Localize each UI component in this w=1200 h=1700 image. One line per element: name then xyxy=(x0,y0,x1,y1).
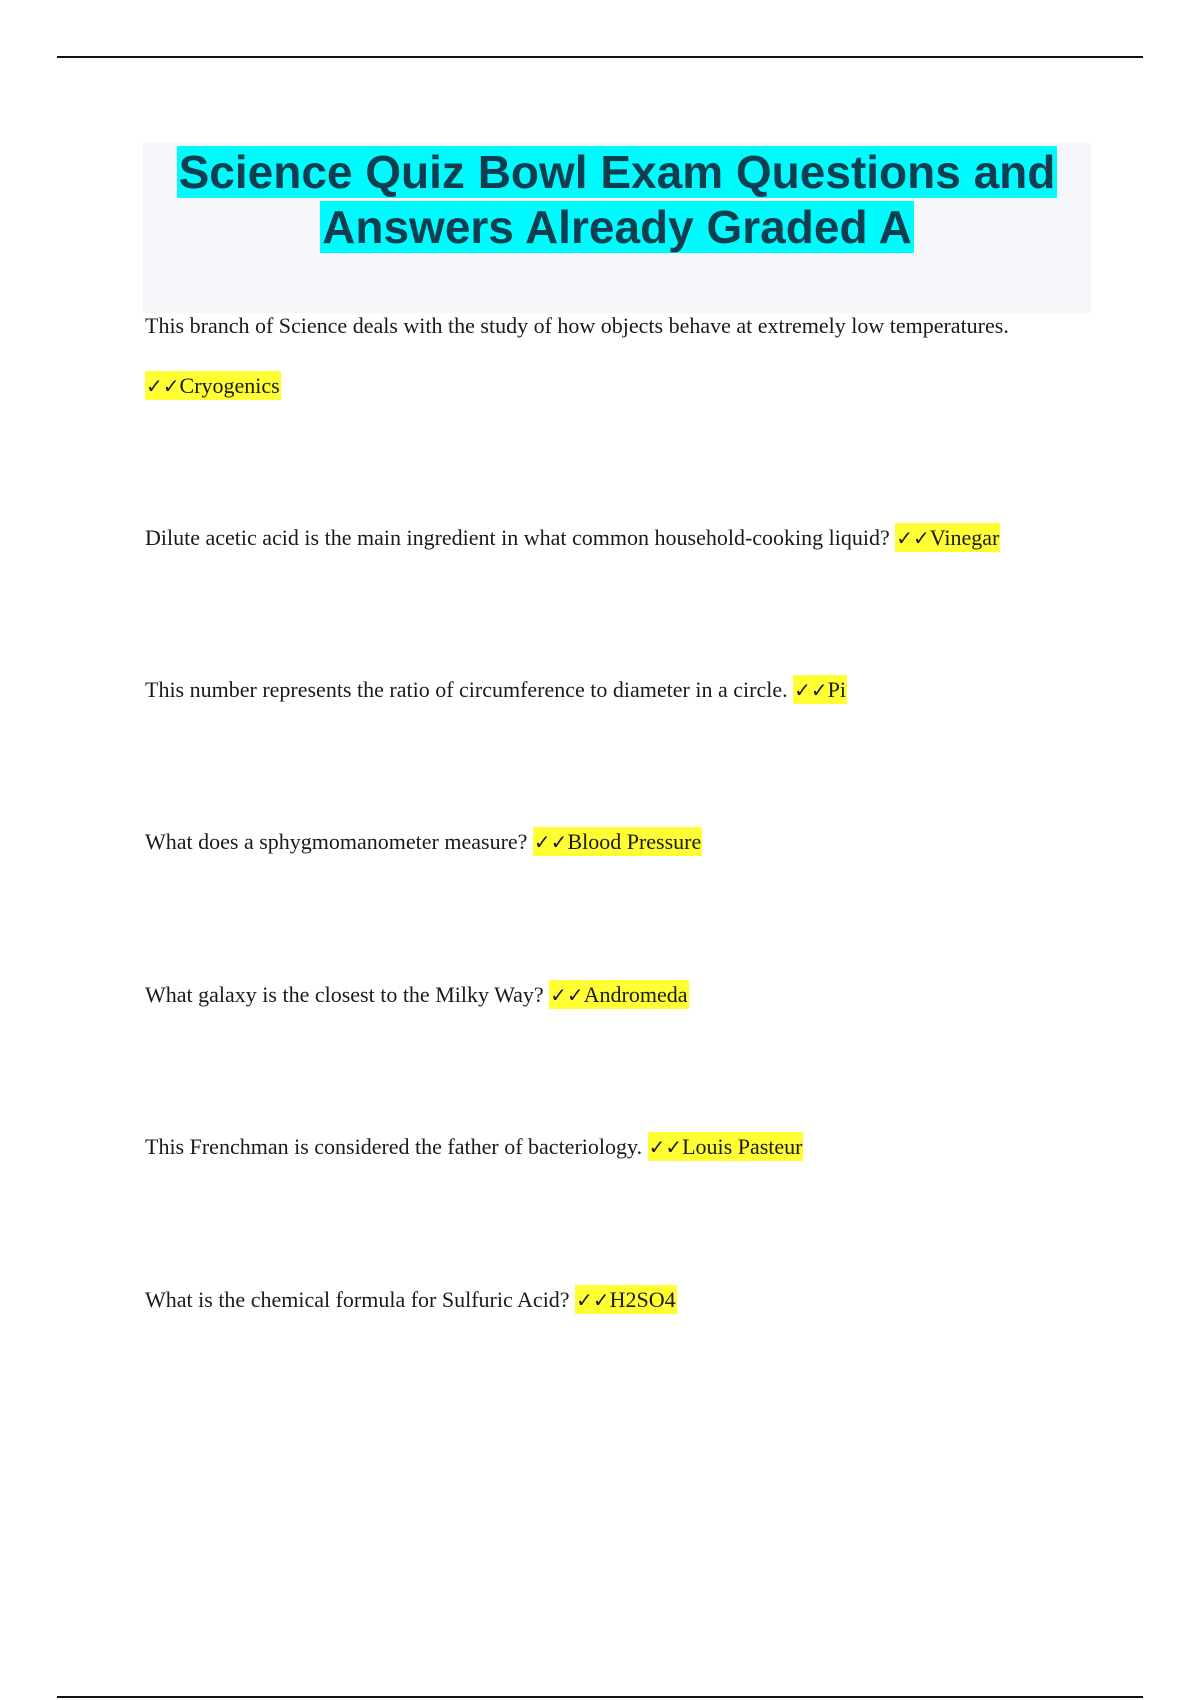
double-check-icon: ✓✓ xyxy=(896,526,930,550)
double-check-icon: ✓✓ xyxy=(576,1288,610,1312)
question-text: What is the chemical formula for Sulfuric Acid? xyxy=(145,1287,570,1312)
qa-item-5 xyxy=(145,965,1105,1025)
bottom-rule xyxy=(57,1696,1143,1698)
qa-item-3 xyxy=(145,660,1105,720)
answer-text: Blood Pressure xyxy=(567,829,702,854)
qa-item-7 xyxy=(145,1270,1105,1330)
answer-highlight xyxy=(648,1132,804,1161)
answer-text: H2SO4 xyxy=(609,1287,676,1312)
answer-text: Andromeda xyxy=(583,982,688,1007)
qa-item-6 xyxy=(145,1117,1105,1177)
qa-item-1 xyxy=(145,296,1105,416)
double-check-icon: ✓✓ xyxy=(648,1135,683,1159)
document-title xyxy=(143,143,1091,255)
qa-item-2 xyxy=(145,508,1105,568)
question-text: What galaxy is the closest to the Milky Way? xyxy=(145,982,544,1007)
qa-item-4 xyxy=(145,812,1105,872)
answer-text: Cryogenics xyxy=(179,373,280,398)
double-check-icon: ✓✓ xyxy=(146,374,180,398)
top-rule xyxy=(57,56,1143,58)
answer-highlight xyxy=(549,980,688,1009)
answer-highlight xyxy=(533,827,702,856)
double-check-icon: ✓✓ xyxy=(533,830,568,854)
double-check-icon: ✓✓ xyxy=(794,678,828,702)
answer-highlight xyxy=(793,675,847,704)
double-check-icon: ✓✓ xyxy=(550,983,584,1007)
answer-highlight xyxy=(895,523,1000,552)
question-text: What does a sphygmomanometer measure? xyxy=(145,829,528,854)
question-text: Dilute acetic acid is the main ingredient in what common household-cooking liquid? xyxy=(145,525,890,550)
question-text: This Frenchman is considered the father of bacteriology. xyxy=(145,1134,643,1159)
answer-text: Louis Pasteur xyxy=(682,1134,803,1159)
answer-highlight xyxy=(145,371,281,400)
title-block xyxy=(143,143,1091,313)
title-line-1: Science Quiz Bowl Exam Questions and xyxy=(178,146,1056,198)
answer-highlight xyxy=(575,1285,677,1314)
question-text: This branch of Science deals with the study of how objects behave at extremely low temperatures. xyxy=(145,313,1009,338)
answer-text: Pi xyxy=(827,677,846,702)
answer-text: Vinegar xyxy=(929,525,1000,550)
title-line-2: Answers Already Graded A xyxy=(322,201,912,253)
question-text: This number represents the ratio of circumference to diameter in a circle. xyxy=(145,677,788,702)
